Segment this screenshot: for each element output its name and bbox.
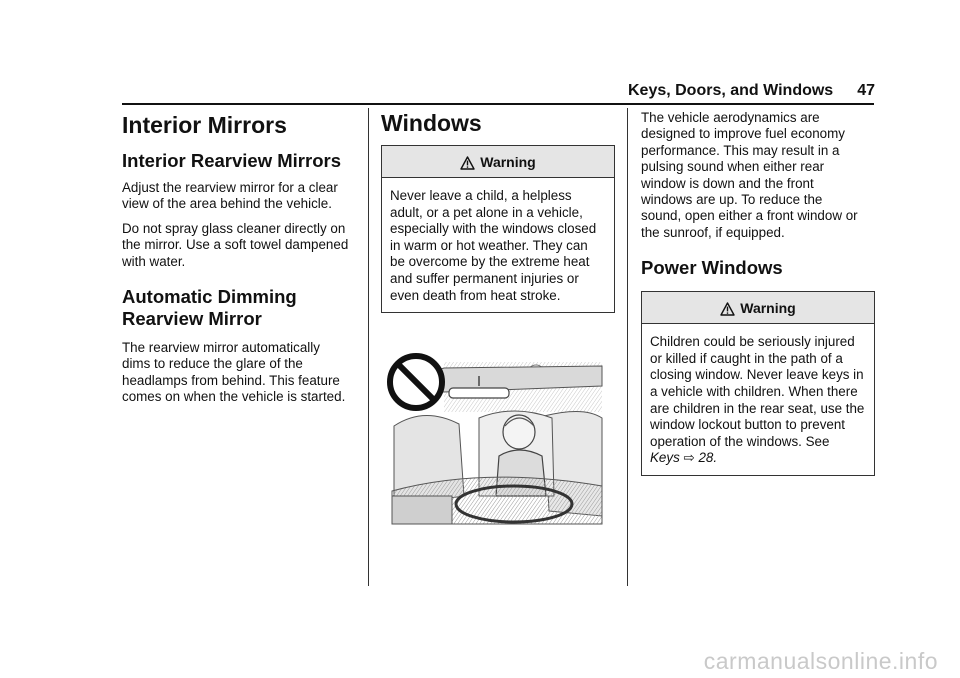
warning-header — [642, 292, 874, 324]
header-rule — [122, 103, 874, 105]
subheading-power-windows: Power Windows — [641, 257, 783, 279]
left-column — [122, 112, 360, 406]
cross-reference-link[interactable] — [650, 450, 717, 465]
subheading-automatic-dimming: Automatic Dimming Rearview Mirror — [122, 286, 297, 330]
warning-label: Warning — [740, 300, 796, 317]
warning-box — [641, 291, 875, 476]
watermark-text: carmanualsonline.info — [703, 648, 938, 674]
section-heading-interior-mirrors: Interior Mirrors — [122, 112, 287, 138]
paragraph: The rearview mirror automatically dims to reduce the glare of the headlamps from behind. This feature comes on when the vehicle is started. — [122, 340, 346, 405]
paragraph: Do not spray glass cleaner directly on the mirror. Use a soft towel dampened with water. — [122, 220, 349, 269]
column-divider-right — [627, 108, 628, 586]
right-column — [641, 110, 875, 476]
page-ref-arrow-icon: ⇨ — [683, 450, 695, 466]
section-heading-windows: Windows — [381, 110, 482, 136]
warning-triangle-icon — [720, 302, 735, 316]
middle-column — [381, 110, 615, 313]
section-title: Keys, Doors, and Windows — [627, 82, 834, 99]
warning-box — [381, 145, 615, 313]
child-in-car-illustration — [384, 346, 604, 526]
warning-text: Never leave a child, a helpless adult, or a pet alone in a vehicle, especially with the windows closed in warm or hot weather. They can be overcome by the extreme heat and suffer permanent injuries or even death from heat stroke. — [390, 188, 597, 303]
xref-label: Keys — [650, 450, 680, 466]
running-header — [598, 82, 875, 100]
warning-body-text: Children could be seriously injured or killed if caught in the path of a closing window. Never leave keys in a vehicle with children. When there are children in the rear seat, use the window lockout button to prevent operation of the windows. See — [650, 334, 865, 449]
warning-triangle-icon — [460, 156, 475, 170]
warning-header — [382, 146, 614, 178]
warning-label: Warning — [480, 154, 536, 170]
watermark — [0, 648, 960, 675]
warning-text — [642, 324, 874, 475]
paragraph: Adjust the rearview mirror for a clear view of the area behind the vehicle. — [122, 180, 338, 212]
subheading-interior-rearview-mirrors: Interior Rearview Mirrors — [122, 150, 341, 171]
paragraph: The vehicle aerodynamics are designed to improve fuel economy performance. This may result in a pulsing sound when either rear window is down and the front windows are up. To reduce the sound, open either a front window or the sunroof, if equipped. — [641, 110, 858, 240]
page-number: 47 — [857, 82, 875, 99]
column-divider-left — [368, 108, 369, 586]
xref-page: 28. — [698, 450, 718, 466]
